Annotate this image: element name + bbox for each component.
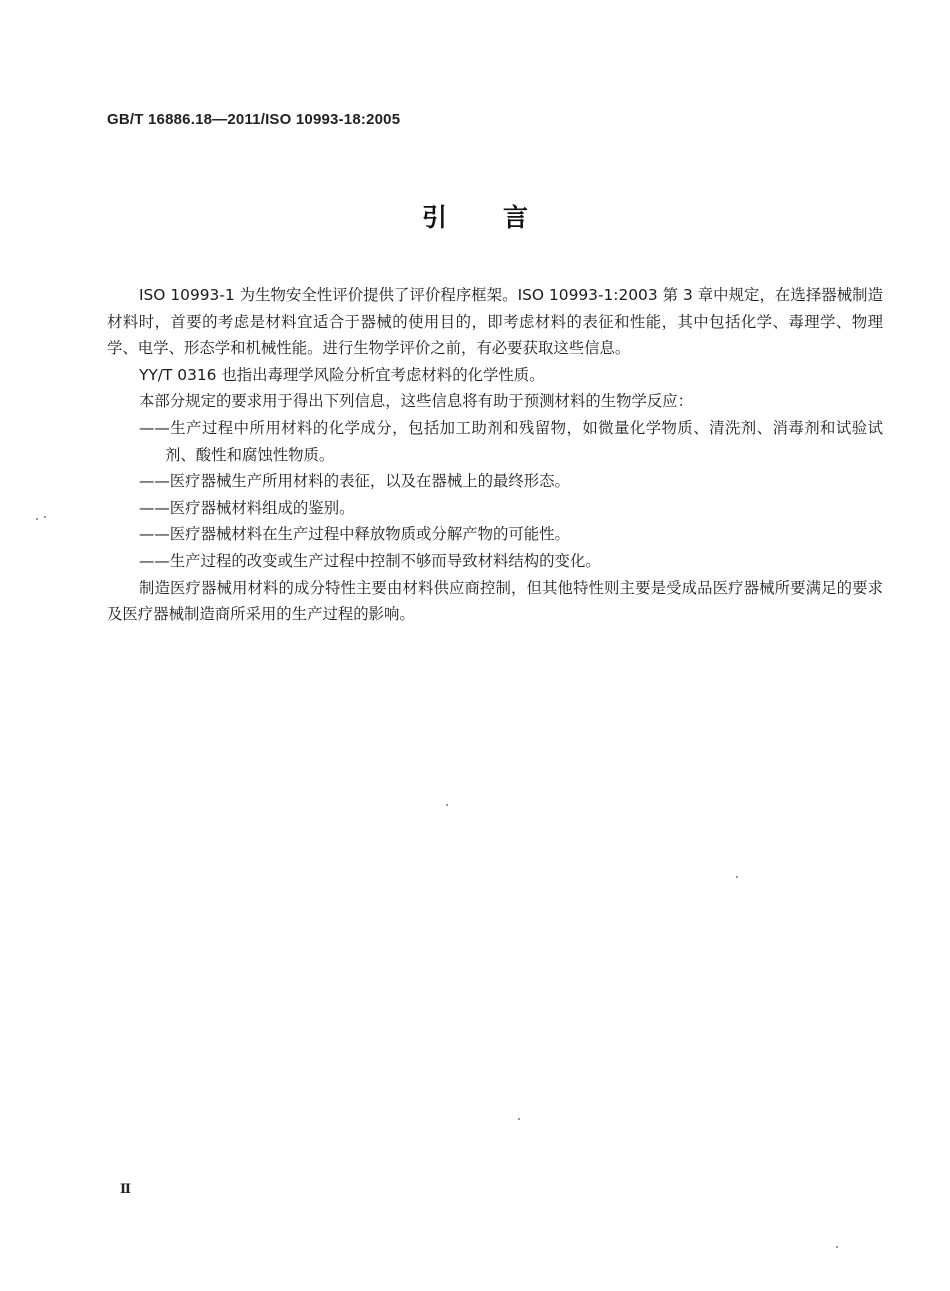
document-body — [107, 282, 883, 628]
scan-speck — [518, 1118, 520, 1120]
scan-speck — [446, 804, 448, 806]
list-item-release-potential: ——医疗器械材料在生产过程中释放物质或分解产物的可能性。 — [139, 525, 570, 544]
page-title: 引言 — [421, 203, 584, 232]
paragraph-requirements: 本部分规定的要求用于得出下列信息，这些信息将有助于预测材料的生物学反应： — [139, 392, 694, 411]
scan-speck — [36, 518, 38, 520]
scan-speck — [44, 516, 46, 518]
page-number: Ⅱ — [120, 1182, 131, 1197]
scan-speck — [736, 876, 738, 878]
paragraph-material-properties: 制造医疗器械用材料的成分特性主要由材料供应商控制，但其他特性则主要是受成品医疗器械所要满足的要求及医疗器械制造商所采用的生产过程的影响。 — [107, 578, 883, 624]
list-item-material-identification: ——医疗器械材料组成的鉴别。 — [139, 498, 355, 517]
list-item-material-characterization: ——医疗器械生产所用材料的表征，以及在器械上的最终形态。 — [139, 472, 570, 491]
standard-code-header: GB/T 16886.18—2011/ISO 10993-18:2005 — [107, 111, 401, 128]
list-item-structure-change: ——生产过程的改变或生产过程中控制不够而导致材料结构的变化。 — [139, 551, 601, 570]
scan-speck — [836, 1246, 838, 1248]
paragraph-yyt-0316: YY/T 0316 也指出毒理学风险分析宜考虑材料的化学性质。 — [139, 365, 545, 384]
paragraph-intro: ISO 10993-1 为生物安全性评价提供了评价程序框架。ISO 10993-1:2003 第 3 章中规定，在选择器械制造材料时，首要的考虑是材料宜适合于器械的使用目的，即考虑材料的表征和性能，其中包括化学、毒理学、物理学、电学、形态学和机械性能。进行生物学评价之前，有必要获取这些信息。 — [107, 286, 883, 358]
list-item-chemical-composition: ——生产过程中所用材料的化学成分，包括加工助剂和残留物，如微量化学物质、清洗剂、消毒剂和试验试剂、酸性和腐蚀性物质。 — [139, 418, 883, 464]
